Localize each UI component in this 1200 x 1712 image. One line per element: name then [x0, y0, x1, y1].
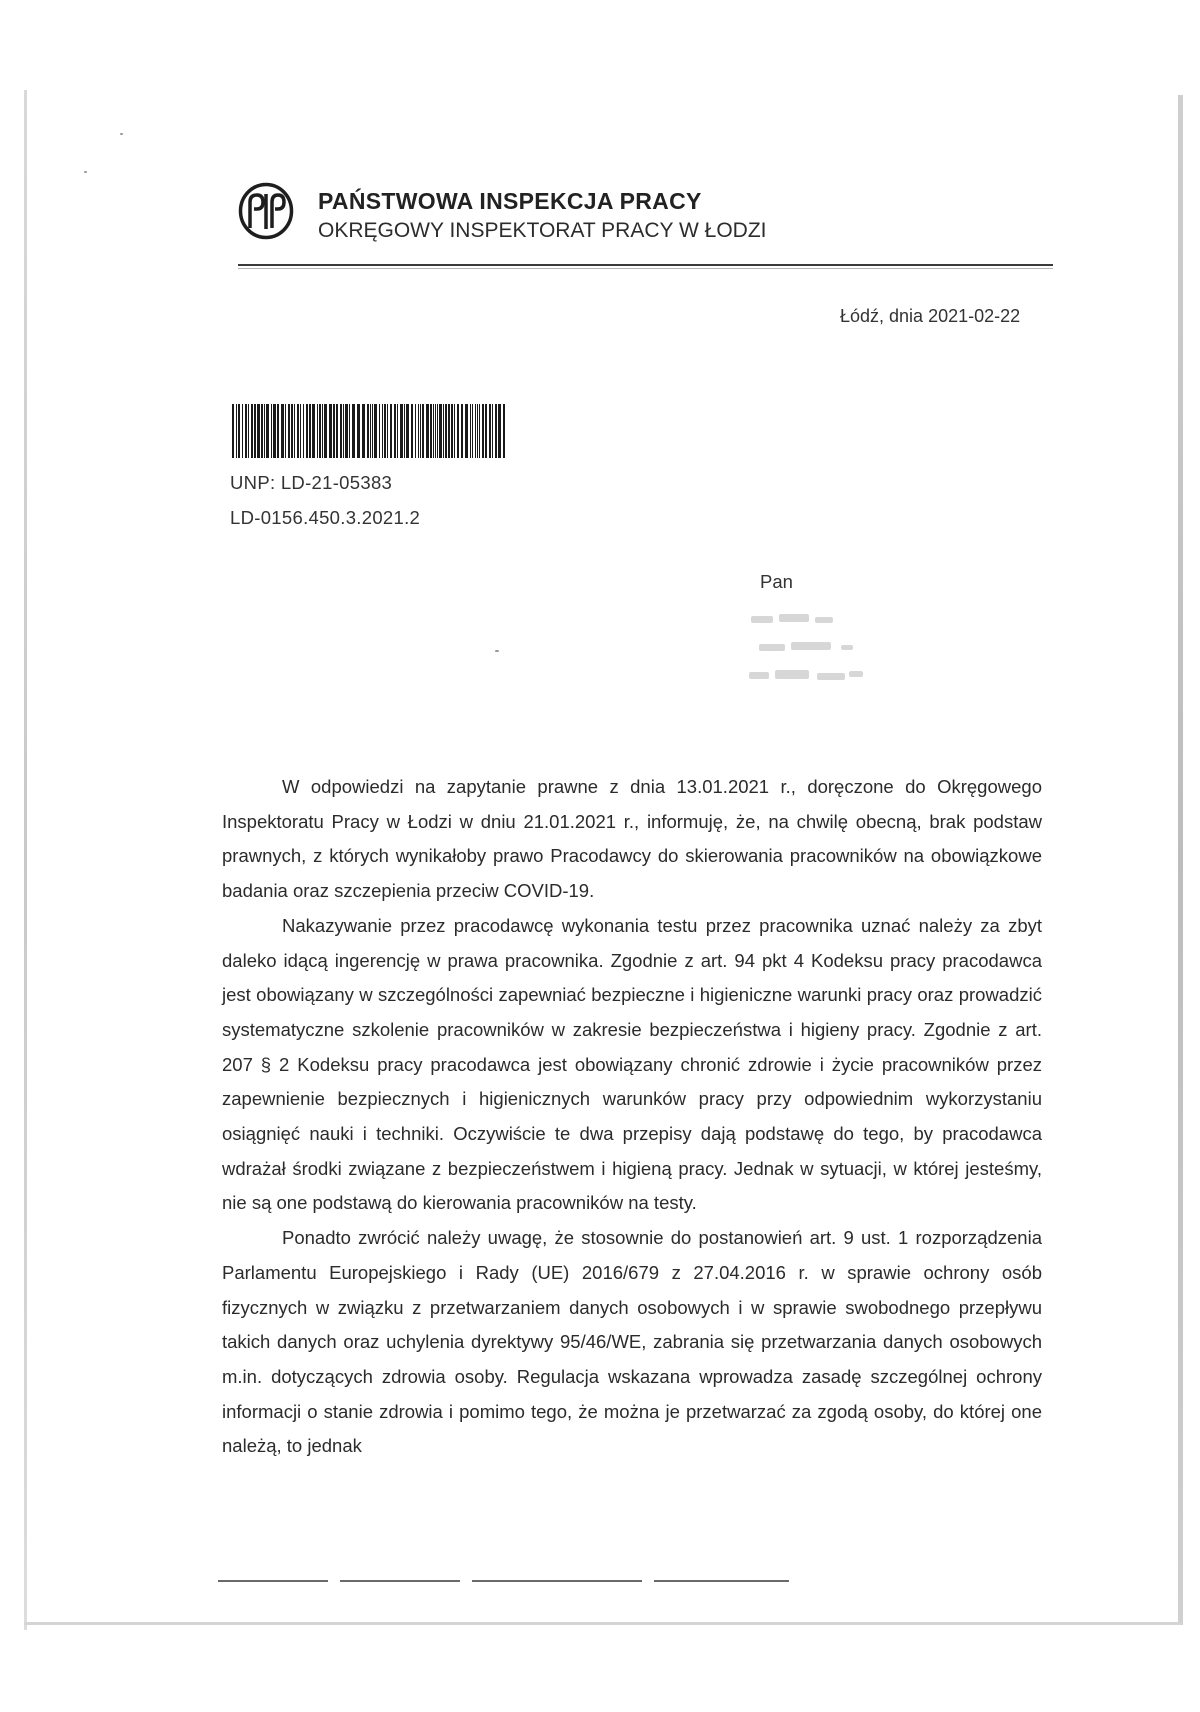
case-reference: LD-0156.450.3.2021.2	[230, 507, 421, 528]
barcode-bar	[248, 404, 249, 458]
barcode-bar	[242, 404, 243, 458]
barcode-bar	[411, 404, 413, 458]
barcode-bar	[426, 404, 429, 458]
paragraph: W odpowiedzi na zapytanie prawne z dnia 13.01.2021 r., doręczone do Okręgowego Inspektoratu Pracy w Łodzi w dniu 21.01.2021 r., informuję, że, na chwilę obecną, brak podstaw prawnych, z których wynikałoby prawo Pracodawcy do skierowania pracowników na obowiązkowe badania oraz szczepienia przeciw COVID-19.	[222, 776, 1042, 902]
barcode-bar	[418, 404, 419, 458]
barcode-bar	[400, 404, 403, 458]
barcode-bar	[306, 404, 308, 458]
barcode-bar	[288, 404, 290, 458]
barcode-bar	[266, 404, 269, 458]
barcode-bar	[303, 404, 304, 458]
barcode-bar	[322, 404, 323, 458]
barcode-bar	[404, 404, 405, 458]
barcode-bar	[454, 404, 455, 458]
scan-edge-left	[24, 90, 27, 1630]
header-divider	[238, 264, 1053, 266]
barcode-bar	[461, 404, 463, 458]
barcode-bar	[482, 404, 484, 458]
barcode-bar	[451, 404, 453, 458]
barcode-bar	[309, 404, 311, 458]
barcode-bar	[374, 404, 377, 458]
barcode-bar	[390, 404, 392, 458]
barcode-bar	[277, 404, 279, 458]
barcode-bar	[300, 404, 301, 458]
barcode-bar	[498, 404, 501, 458]
barcode-bar	[415, 404, 416, 458]
barcode-bar	[329, 404, 332, 458]
barcode-bar	[319, 404, 321, 458]
barcode-bar	[291, 404, 293, 458]
redacted-address	[745, 610, 895, 700]
barcode-bar	[352, 404, 355, 458]
barcode-bar	[372, 404, 373, 458]
barcode-bar	[433, 404, 434, 458]
scan-edge-bottom	[24, 1622, 1182, 1625]
barcode-bar	[422, 404, 424, 458]
barcode-bar	[379, 404, 380, 458]
barcode-bar	[479, 404, 480, 458]
barcode-bar	[271, 404, 272, 458]
barcode-bar	[387, 404, 388, 458]
unp-number: UNP: LD-21-05383	[230, 472, 393, 493]
barcode-bar	[448, 404, 450, 458]
barcode-bar	[345, 404, 348, 458]
header-divider-shadow	[238, 268, 1053, 269]
barcode-bar	[297, 404, 299, 458]
barcode-bar	[370, 404, 371, 458]
barcode-bar	[465, 404, 468, 458]
barcode-bar	[349, 404, 350, 458]
barcode-bar	[485, 404, 487, 458]
barcode-bar	[420, 404, 421, 458]
barcode-bar	[357, 404, 360, 458]
barcode-bar	[340, 404, 342, 458]
barcode-icon	[230, 404, 508, 458]
barcode-bar	[343, 404, 344, 458]
barcode-bar	[281, 404, 284, 458]
letter-body	[222, 770, 1042, 1464]
document-date: Łódź, dnia 2021-02-22	[840, 306, 1021, 326]
paragraph: Nakazywanie przez pracodawcę wykonania testu przez pracownika uznać należy za zbyt daleko idącą ingerencję w prawa pracownika. Zgodnie z art. 94 pkt 4 Kodeksu pracy pracodawca jest obowiązany w szczególności zapewniać bezpieczne i higieniczne warunki pracy oraz prowadzić systematyczne szkolenie pracowników w zakresie bezpieczeństwa i higieny pracy. Zgodnie z art. 207 § 2 Kodeksu pracy pracodawca jest obowiązany chronić zdrowie i życie pracowników przez zapewnienie bezpiecznych i higienicznych warunków pracy przy odpowiednim wykorzystaniu osiągnięć nauki i techniki. Oczywiście te dwa przepisy dają podstawę do tego, by pracodawca wdrażał środki związane z bezpieczeństwem i higieną pracy. Jednak w sytuacji, w której jesteśmy, nie są one podstawą do kierowania pracowników na testy.	[222, 914, 1042, 1214]
barcode-bar	[492, 404, 493, 458]
barcode-bar	[273, 404, 276, 458]
barcode-bar	[336, 404, 338, 458]
barcode-bar	[261, 404, 263, 458]
barcode-bar	[264, 404, 265, 458]
barcode-bar	[445, 404, 447, 458]
barcode-bar	[435, 404, 436, 458]
footer-divider	[654, 1580, 789, 1582]
barcode-bar	[394, 404, 396, 458]
barcode-bar	[362, 404, 365, 458]
barcode-bar	[232, 404, 234, 458]
barcode-bar	[317, 404, 318, 458]
barcode-bar	[257, 404, 260, 458]
barcode-bar	[285, 404, 286, 458]
barcode-bar	[503, 404, 505, 458]
scan-speck	[120, 133, 123, 135]
paragraph: Ponadto zwrócić należy uwagę, że stosownie do postanowień art. 9 ust. 1 rozporządzenia Parlamentu Europejskiego i Rady (UE) 2016/679 z 27.04.2016 r. w sprawie ochrony osób fizycznych w związku z przetwarzaniem danych osobowych i w sprawie swobodnego przepływu takich danych oraz uchylenia dyrektywy 95/46/WE, zabrania się przetwarzania danych osobowych m.in. dotyczących zdrowia osoby. Regulacja wskazana wprowadza zasadę szczególnej ochrony informacji o stanie zdrowia i pomimo tego, że można je przetwarzać za zgodą osoby, do której one należą, to jednak	[222, 1227, 1042, 1457]
barcode-bar	[384, 404, 386, 458]
barcode-bar	[495, 404, 497, 458]
barcode-bar	[430, 404, 432, 458]
barcode-bar	[475, 404, 476, 458]
barcode-bar	[457, 404, 459, 458]
barcode-bar	[333, 404, 335, 458]
barcode-bar	[397, 404, 398, 458]
barcode-bar	[312, 404, 315, 458]
barcode-bar	[443, 404, 444, 458]
scan-speck	[84, 171, 87, 173]
barcode-bar	[324, 404, 327, 458]
scan-edge-right	[1178, 95, 1183, 1625]
barcode-bar	[470, 404, 471, 458]
barcode-bar	[477, 404, 478, 458]
barcode-bar	[439, 404, 442, 458]
barcode-bar	[382, 404, 383, 458]
barcode-bar	[245, 404, 247, 458]
barcode-bar	[251, 404, 253, 458]
barcode-bar	[294, 404, 295, 458]
barcode-bar	[489, 404, 491, 458]
organization-subtitle: OKRĘGOWY INSPEKTORAT PRACY W ŁODZI	[318, 219, 767, 242]
recipient-salutation: Pan	[760, 571, 793, 592]
barcode-bar	[236, 404, 237, 458]
footer-divider	[340, 1580, 460, 1582]
footer-divider	[472, 1580, 642, 1582]
barcode-bar	[437, 404, 438, 458]
scan-speck	[495, 650, 499, 652]
barcode-bar	[472, 404, 473, 458]
barcode-bar	[254, 404, 256, 458]
barcode-bar	[367, 404, 369, 458]
barcode-bar	[238, 404, 240, 458]
footer-divider	[218, 1580, 328, 1582]
pip-logo-icon	[238, 182, 294, 240]
barcode-bar	[406, 404, 409, 458]
organization-name: PAŃSTWOWA INSPEKCJA PRACY	[318, 188, 702, 214]
